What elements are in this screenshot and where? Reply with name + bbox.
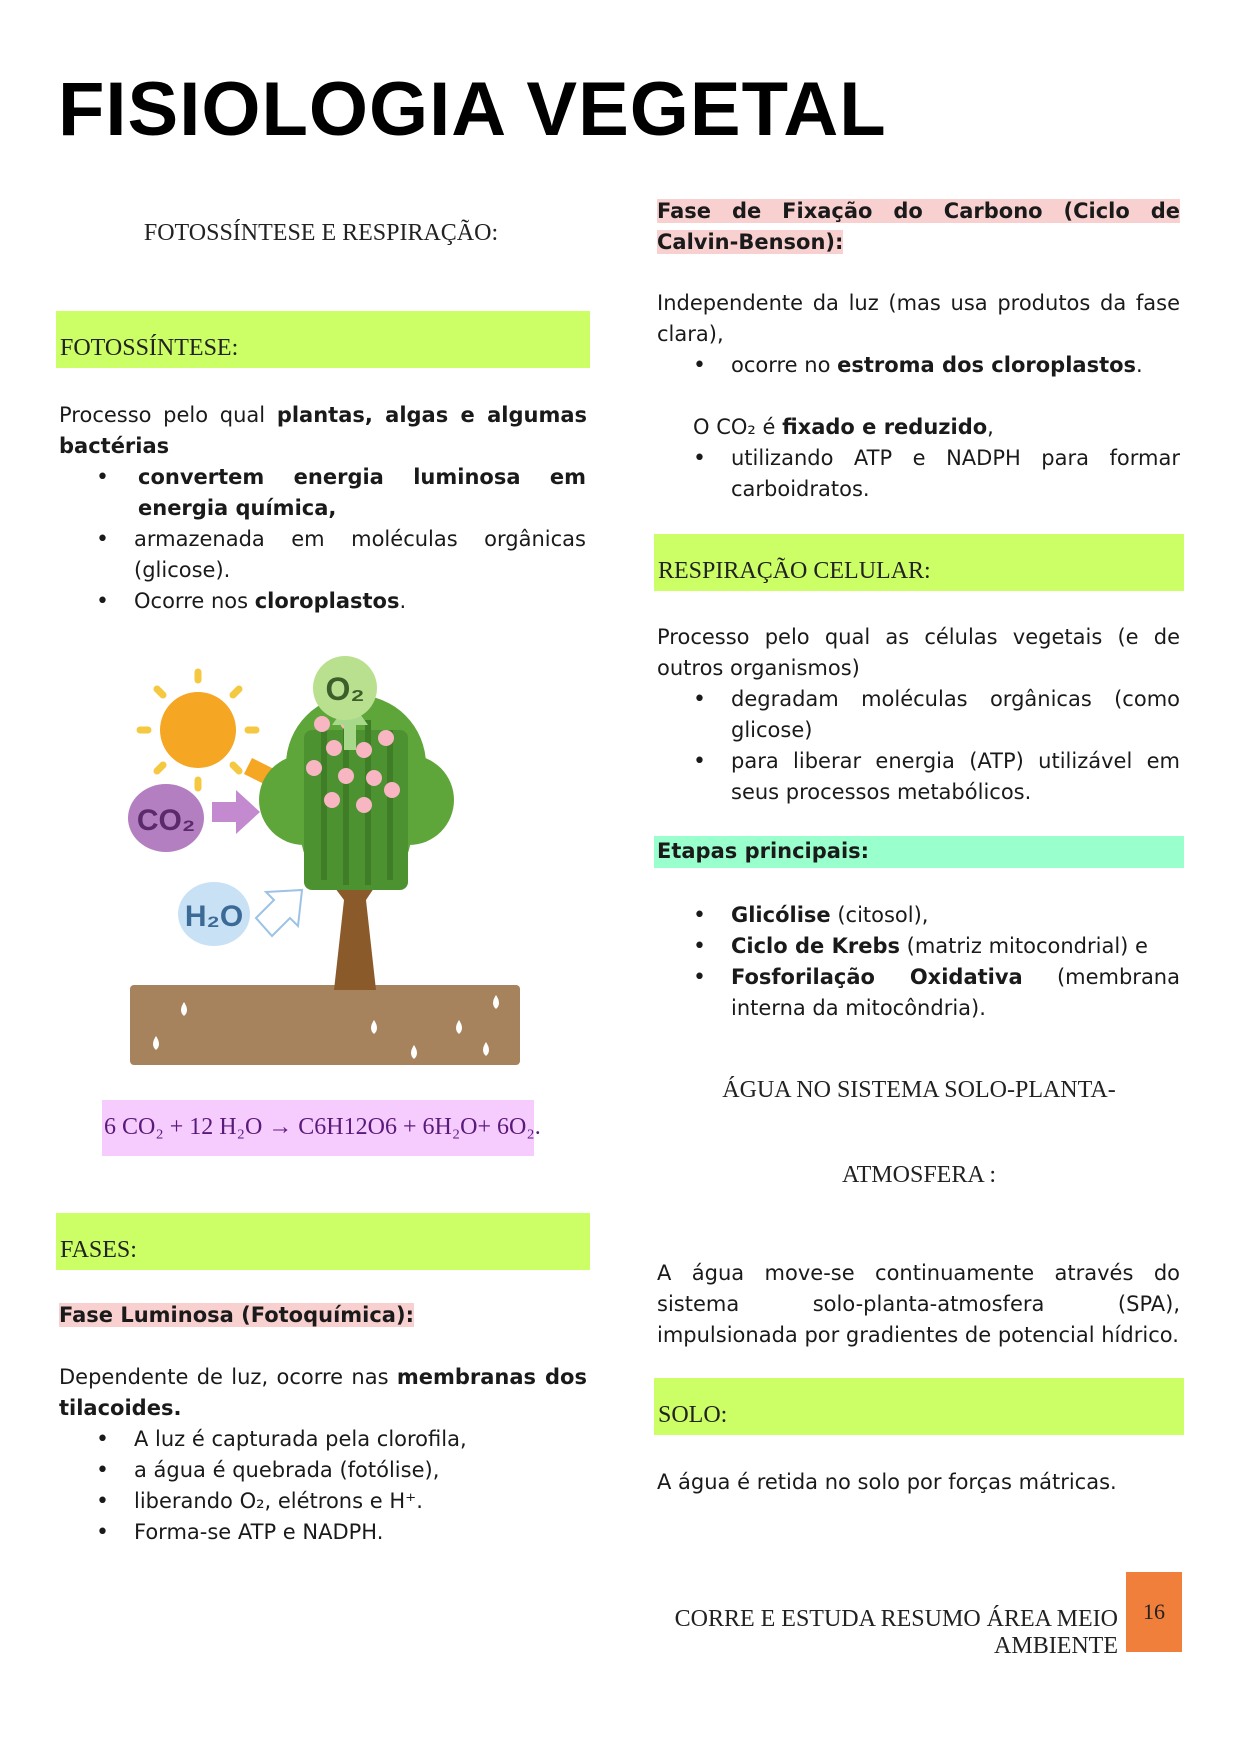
co2-label: CO₂ — [136, 804, 196, 837]
fases-header-label: FASES: — [60, 1237, 137, 1263]
co2-fixation-text: O CO₂ é fixado e reduzido, — [693, 415, 994, 439]
list-item: • convertem energia luminosa em energia química, — [134, 462, 586, 524]
fase-luminosa-list — [134, 1424, 586, 1548]
etapas-list — [731, 900, 1180, 1024]
list-item: • A luz é capturada pela clorofila, — [134, 1424, 586, 1455]
fotossintese-intro: Processo pelo qual plantas, algas e algumas bactérias — [59, 403, 587, 458]
agua-caption-line2: ATMOSFERA : — [841, 1162, 997, 1188]
o2-label: O₂ — [325, 671, 365, 707]
agua-text: A água move-se continuamente através do sistema solo-planta-atmosfera (SPA), impulsionada por gradientes de potencial hídrico. — [657, 1261, 1180, 1347]
photosynthesis-illustration — [124, 650, 524, 1070]
list-item: • armazenada em moléculas orgânicas (glicose). — [134, 524, 586, 586]
list-item: • ocorre no estroma dos cloroplastos. — [731, 350, 1180, 381]
list-item: • para liberar energia (ATP) utilizável em seus processos metabólicos. — [731, 746, 1180, 808]
page-title: FISIOLOGIA VEGETAL — [58, 67, 887, 152]
list-item: • utilizando ATP e NADPH para formar carboidratos. — [731, 443, 1180, 505]
section-caption: FOTOSSÍNTESE E RESPIRAÇÃO: — [143, 220, 499, 246]
list-item: • Glicólise (citosol), — [731, 900, 1180, 931]
list-item: • Forma-se ATP e NADPH. — [134, 1517, 586, 1548]
list-item: • liberando O₂, elétrons e H⁺. — [134, 1486, 586, 1517]
sun-icon — [140, 672, 256, 788]
h2o-label: H₂O — [184, 900, 244, 933]
respiracao-header — [654, 534, 1184, 591]
fotossintese-header — [56, 311, 590, 368]
calvin-title: Fase de Fixação do Carbono (Ciclo de Calvin-Benson): — [657, 199, 1180, 254]
equation-box — [102, 1100, 541, 1156]
list-item: • Fosforilação Oxidativa (membrana interna da mitocôndria). — [731, 962, 1180, 1024]
list-item: • Ocorre nos cloroplastos. — [134, 586, 586, 617]
fase-luminosa-title: Fase Luminosa (Fotoquímica): — [59, 1303, 414, 1327]
solo-header — [654, 1378, 1184, 1435]
etapas-title-bar — [654, 836, 1184, 868]
solo-header-label: SOLO: — [658, 1402, 728, 1428]
footer-text: CORRE E ESTUDA RESUMO ÁREA MEIO AMBIENTE — [674, 1606, 1118, 1659]
etapas-title: Etapas principais: — [657, 839, 870, 863]
h2o-arrow-icon — [256, 890, 302, 936]
equation: 6 CO₂ + 12 H₂O → C6H12O6 + 6H₂O+ 6O₂. — [104, 1114, 541, 1140]
respiracao-list — [731, 684, 1180, 808]
agua-caption-line1: ÁGUA NO SISTEMA SOLO-PLANTA- — [722, 1077, 1116, 1103]
respiracao-header-label: RESPIRAÇÃO CELULAR: — [658, 558, 931, 584]
respiracao-intro: Processo pelo qual as células vegetais (e de outros organismos) — [657, 625, 1180, 680]
fotossintese-list — [134, 462, 586, 617]
co2-arrow-icon — [212, 790, 260, 834]
calvin-intro: Independente da luz (mas usa produtos da fase clara), — [657, 291, 1180, 346]
page-number: 16 — [1143, 1599, 1165, 1624]
list-item: • Ciclo de Krebs (matriz mitocondrial) e — [731, 931, 1180, 962]
list-item: • a água é quebrada (fotólise), — [134, 1455, 586, 1486]
list-item: • degradam moléculas orgânicas (como glicose) — [731, 684, 1180, 746]
fase-luminosa-text: Dependente de luz, ocorre nas membranas dos tilacoides. — [59, 1365, 587, 1420]
solo-text: A água é retida no solo por forças mátricas. — [657, 1470, 1117, 1494]
fotossintese-header-label: FOTOSSÍNTESE: — [60, 335, 239, 361]
calvin-list-1 — [731, 350, 1180, 381]
calvin-list-2 — [731, 443, 1180, 505]
fases-header — [56, 1213, 590, 1270]
page-number-badge — [1126, 1572, 1182, 1652]
